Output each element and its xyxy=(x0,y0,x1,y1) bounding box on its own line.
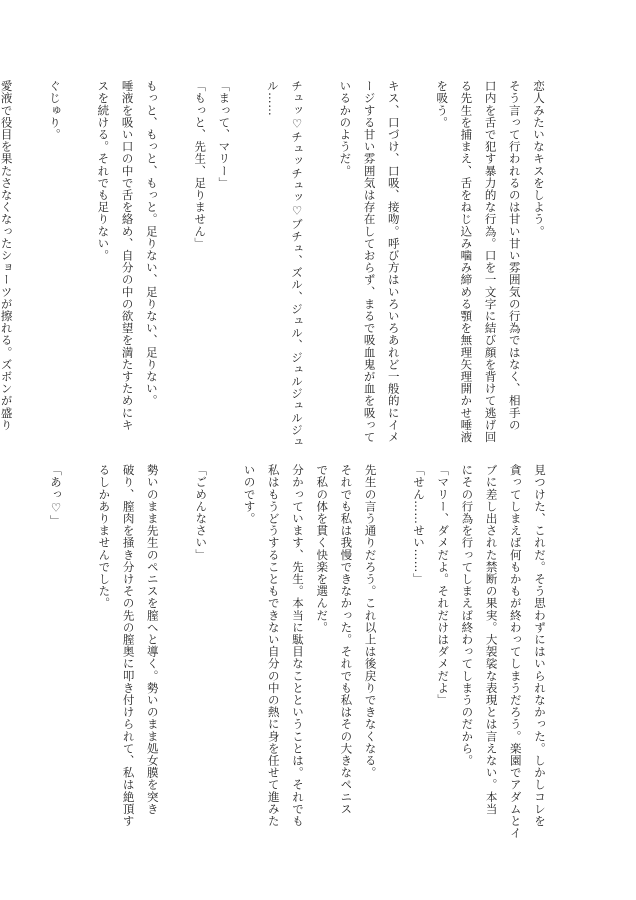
text-line: を吸う。 xyxy=(435,80,450,129)
text-line: いるかのようだ。 xyxy=(338,80,353,177)
text-line: にその行為を行ってしまえば終わってしまうのだから。 xyxy=(460,464,475,767)
lower-paragraph xyxy=(407,464,455,864)
text-line: 「まって、マリー」 xyxy=(217,80,232,189)
upper-paragraph xyxy=(91,80,164,475)
text-line: 破り、膣肉を掻き分けその先の膣奥に叩き付けられて、私は絶頂す xyxy=(121,464,136,827)
text-line: で私の体を貫く快楽を選んだ。 xyxy=(315,464,330,634)
text-line: 「マリー、ダメだよ。それだけはダメだよ」 xyxy=(436,464,451,706)
text-line: チュッ♡チュッチュッ♡ブチュ、ズル、ジュル、ジュルジュルジュ xyxy=(290,80,304,448)
text-line: 口内を舌で犯す暴力的な行為。口を一文字に結び顔を背けて逃げ回 xyxy=(483,80,498,443)
lower-paragraph xyxy=(44,464,68,864)
text-line: スを続ける。それでも足りない。 xyxy=(96,80,111,262)
text-line: ル…… xyxy=(265,80,280,117)
text-line: るしかありませんでした。 xyxy=(97,464,112,610)
upper-paragraph xyxy=(0,80,19,475)
lower-paragraph xyxy=(92,464,165,864)
upper-paragraph xyxy=(527,80,551,475)
text-line: 分かっています、先生。本当に駄目なことということは。それでも xyxy=(290,464,305,827)
text-line: 「もっと、先生、足りません」 xyxy=(193,80,208,250)
text-line: 「ごめんなさい」 xyxy=(194,464,209,561)
text-line: 恋人みたいなキスをしよう。 xyxy=(532,80,546,238)
lower-paragraph xyxy=(189,464,213,864)
upper-paragraph xyxy=(188,80,236,475)
text-column-upper xyxy=(0,80,551,475)
text-line: 私はもうどうすることもできない自分の中の熱に身を任せて進みた xyxy=(266,464,281,827)
text-line: 唾液を吸い口の中で舌を絡め、自分の中の欲望を満たすためにキ xyxy=(120,80,135,431)
upper-paragraph xyxy=(333,80,406,475)
upper-paragraph xyxy=(261,80,309,475)
text-line: 愛液で役目を果たさなくなったショーツが擦れる。ズボンが盛り xyxy=(0,80,14,431)
text-line: キス、口づけ、口吸、接吻。呼び方はいろいろあれど一般的にイメ xyxy=(386,80,401,443)
text-line: もっと、もっと、もっと。足りない、足りない、足りない。 xyxy=(144,80,159,407)
text-line: ぐじゅり。 xyxy=(48,80,63,141)
text-line: 勢いのまま先生のペニスを膣へと導く。勢いのまま処女膜を突き xyxy=(145,464,160,815)
text-line: それでも私は我慢できなかった。それでも私はその大きなペニス xyxy=(339,464,354,815)
text-line: 見つけた、これだ。そう思わずにはいられなかった。しかしコレを xyxy=(533,464,547,827)
text-column-lower xyxy=(49,464,552,864)
text-line: る先生を捕まえ、舌をねじ込み噛み締める顎を無理矢理開かせ唾液 xyxy=(459,80,474,443)
lower-paragraph xyxy=(237,464,382,864)
text-line: 貪ってしまえば何もかもが終わってしまうだろう。楽園でアダムとイ xyxy=(508,464,523,840)
text-line: 「せん……せい……」 xyxy=(411,464,426,585)
text-line: ージする甘い雰囲気は存在しておらず、まるで吸血鬼が血を吸って xyxy=(362,80,377,443)
text-line: 「あっ♡」 xyxy=(49,464,63,527)
text-line: いのです。 xyxy=(242,464,257,525)
text-line: ブに差し出された禁断の果実。大袈裟な表現とは言えない。本当 xyxy=(484,464,499,815)
text-line: 先生の言う通りだろう。これ以上は後戻りできなくなる。 xyxy=(363,464,378,779)
lower-paragraph xyxy=(455,464,552,864)
upper-paragraph xyxy=(430,80,527,475)
text-line: そう言って行われるのは甘い甘い雰囲気の行為ではなく、相手の xyxy=(507,80,522,431)
upper-paragraph xyxy=(43,80,67,475)
